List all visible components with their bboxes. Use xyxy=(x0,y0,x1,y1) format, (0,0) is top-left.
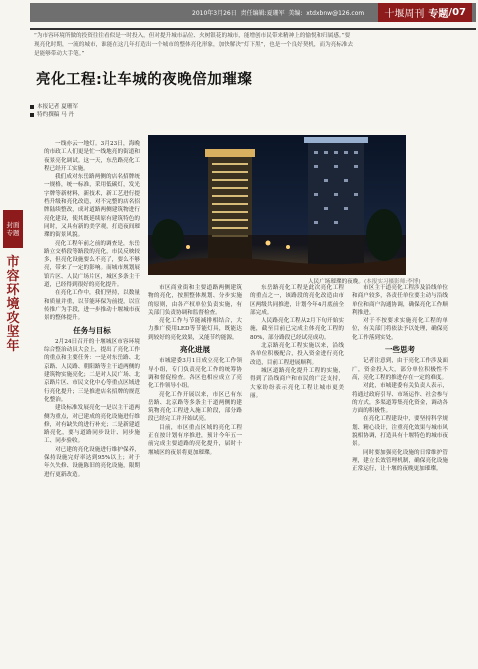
paragraph: 同时要加强亮化设施的日常维护管理，建立长效管理机制，确保亮化设施正常运行，让十堰的夜晚更加璀璨。 xyxy=(352,449,448,473)
headline: 亮化工程:让车城的夜晚倍加璀璨 xyxy=(36,72,253,88)
paragraph: 对于不按要求实施亮化工程的单位，有关部门将依法予以处理，确保亮化工作落到实处。 xyxy=(352,318,448,341)
paragraph: 亮化工程年前之前的调查是，东岳路立交桥段等路段的亮化，市民反映较多，但亮化设施要么不亮了，要么不够亮，带来了一定的影响。而城市规划展馆片区、人民广场片区，城区多条主干道，已经得到很好的亮化提升。 xyxy=(44,240,140,289)
paragraph: 记者注意到，由于亮化工作涉及面广，资金投入大，部分单位积极性不高，亮化工程的推进存在一定的难度。 xyxy=(352,358,448,381)
paragraph: 亮化工作与节能减排相结合，大力推广使用LED等节能灯具，既能达到较好的亮化效果，又能节约能源。 xyxy=(148,318,242,341)
headline-area xyxy=(30,28,476,134)
byline xyxy=(30,103,78,119)
night-photo xyxy=(148,135,406,275)
masthead-box xyxy=(378,3,472,22)
paragraph: 目前，市区重点区域的亮化工程正在按计划有序推进，预计今年五一前完成主要道路的亮化提升，届时十堰城区的夜景将更加璀璨。 xyxy=(148,424,242,456)
column-4 xyxy=(352,284,448,474)
photo-credit: (本报实习摄影师:李博) xyxy=(363,279,421,285)
city-night-image xyxy=(148,135,406,275)
paragraph: 城区道路亮化提升工程的实施，得到了沿线商户和市民的广泛支持，大家纷纷表示亮化工程让城市更美丽。 xyxy=(250,367,344,399)
paragraph: 对此，市城建委有关负责人表示，将通过政府引导、市场运作、社会参与的方式，多渠道筹集亮化资金，调动各方面的积极性。 xyxy=(352,383,448,415)
section-heading: 亮化进展 xyxy=(180,345,210,355)
paragraph: 一线亦云一地灯。3月23日，海晚的市政工人们更是忙一线地亮的街道和夜景亮化调试。这一天，东岳路亮化工程已经开工实施。 xyxy=(44,141,140,172)
email: xtdxbnw@126.com xyxy=(306,10,365,17)
paragraph: 北京路亮化工程实施以来，沿线各单位积极配合，投入资金进行亮化改造，目前工程进展顺利。 xyxy=(250,343,344,366)
masthead: 十堰周刊 xyxy=(384,9,425,20)
bullet-icon xyxy=(30,105,34,109)
paragraph: 建设标准发展亮化一是以主干道两侧为重点，对已建成的亮化设施进行维修，对有缺失的进行补充；二是新建道路亮化，要与道路同步设计、同步施工、同步验收。 xyxy=(44,405,140,445)
bullet-icon xyxy=(30,113,34,117)
caption-text: 人民广场璀璨的夜晚。 xyxy=(308,279,364,285)
paragraph: 我们成对东岳路两侧的店名招牌统一规格，统一标准，采用低碳灯，发光字牌等新材料，新技术，新工艺进行提档升级和亮化改造，对不完整的店名招牌陆续整改，成对道路两侧建筑物进行亮化建设，使其既延续原有建筑特色的同时，又具有新的美学观，打造夜间璀璨的街景风貌。 xyxy=(44,174,140,239)
cover-tag-line1: 封面 xyxy=(6,221,20,229)
section-heading: 任务与目标 xyxy=(73,325,111,335)
reporter: 本报记者 夏珊军 xyxy=(37,104,78,110)
sidebar-title: 市容环境攻坚年 xyxy=(6,255,20,354)
paragraph: 市城建委3月1日成立亮化工作领导小组，专门负责亮化工作的统筹协调和督促检查。各区也相应成立了亮化工作领导小组。 xyxy=(148,358,242,390)
page-number: /07 xyxy=(448,7,466,18)
page-header xyxy=(0,0,478,26)
section-heading: 一些思考 xyxy=(385,345,415,355)
paragraph: 对已建的亮化设施进行维护保养，保持设施完好率达到95%以上；对于年久失修、设施陈旧的亮化设施，限期进行更新改造。 xyxy=(44,446,140,478)
paragraph: 在亮化工作中，我们坚持，以数量和质量并重，以节能环保为前提，以宣传推广为手段，进一步推动十堰城市夜景的整体提升。 xyxy=(44,290,140,322)
column-1 xyxy=(44,140,140,479)
editor-label: 责任编辑:夏珊军 xyxy=(240,10,285,17)
paragraph: 2月24日召开的十堰城区市容环境综合整治动员大会上，提出了亮化工作的重点和主要任务：一是对东岳路、北京路、人民路、朝阳路等主干道两侧的建筑物实施亮化；二是对人民广场、北京路片区、市民文化中心等重点区域进行亮化提升；三是推进店名招牌的规范化整治。 xyxy=(44,338,140,403)
column-2 xyxy=(148,284,242,457)
lead-text: “为市容环境所做的投资往往看似是一时投入，但对提升城市品位、火树银花的城市，能增创市民带来精神上的愉悦和归属感。”要现亮化时期，一流的城市，谁能在这几年打造出一个城市的整体亮化形象，加快解决“灯下黑”，也是一个良好契机，而为亮标准去是能够带动大手笔。” xyxy=(34,33,354,57)
paragraph: 在亮化工程建设中，要坚持科学规划、精心设计，注重亮化效果与城市风貌相协调，打造具有十堰特色的城市夜景。 xyxy=(352,416,448,448)
intern: 特约撰稿 马 丹 xyxy=(37,112,75,118)
cover-tag xyxy=(3,210,23,248)
paragraph: 亮化工作开展以来，市区已有东岳路、北京路等多条主干道两侧的建筑物亮化工程进入施工阶段，部分路段已经完工并开始试亮。 xyxy=(148,391,242,423)
paragraph: 人民路亮化工程从2月下旬开始实施，截至目前已完成主体亮化工程的80%，部分路段已经试亮成功。 xyxy=(250,318,344,341)
cover-tag-line2: 专题 xyxy=(6,229,20,237)
sidebar xyxy=(0,210,30,410)
paragraph: 东岳路亮化工程是此次亮化工程的重点之一，该路段的亮化改造由市区两级共同推进，计划今年4月底前全部完成。 xyxy=(250,285,344,316)
layout-label: 美编: xyxy=(288,10,303,17)
header-meta xyxy=(192,8,364,17)
issue-date: 2010年3月26日 xyxy=(192,10,237,17)
paragraph: 市区主干道亮化工程涉及沿线单位和商户较多，各责任单位要主动与沿线单位和商户沟通协调，确保亮化工作顺利推进。 xyxy=(352,285,448,316)
column-3 xyxy=(250,284,344,400)
paragraph: 市区商业街和主要道路两侧建筑物的亮化，按照整体规划、分步实施的原则，由各产权单位负责实施，有关部门负责协调和监督检查。 xyxy=(148,285,242,316)
section-label: 专题 xyxy=(428,9,449,20)
